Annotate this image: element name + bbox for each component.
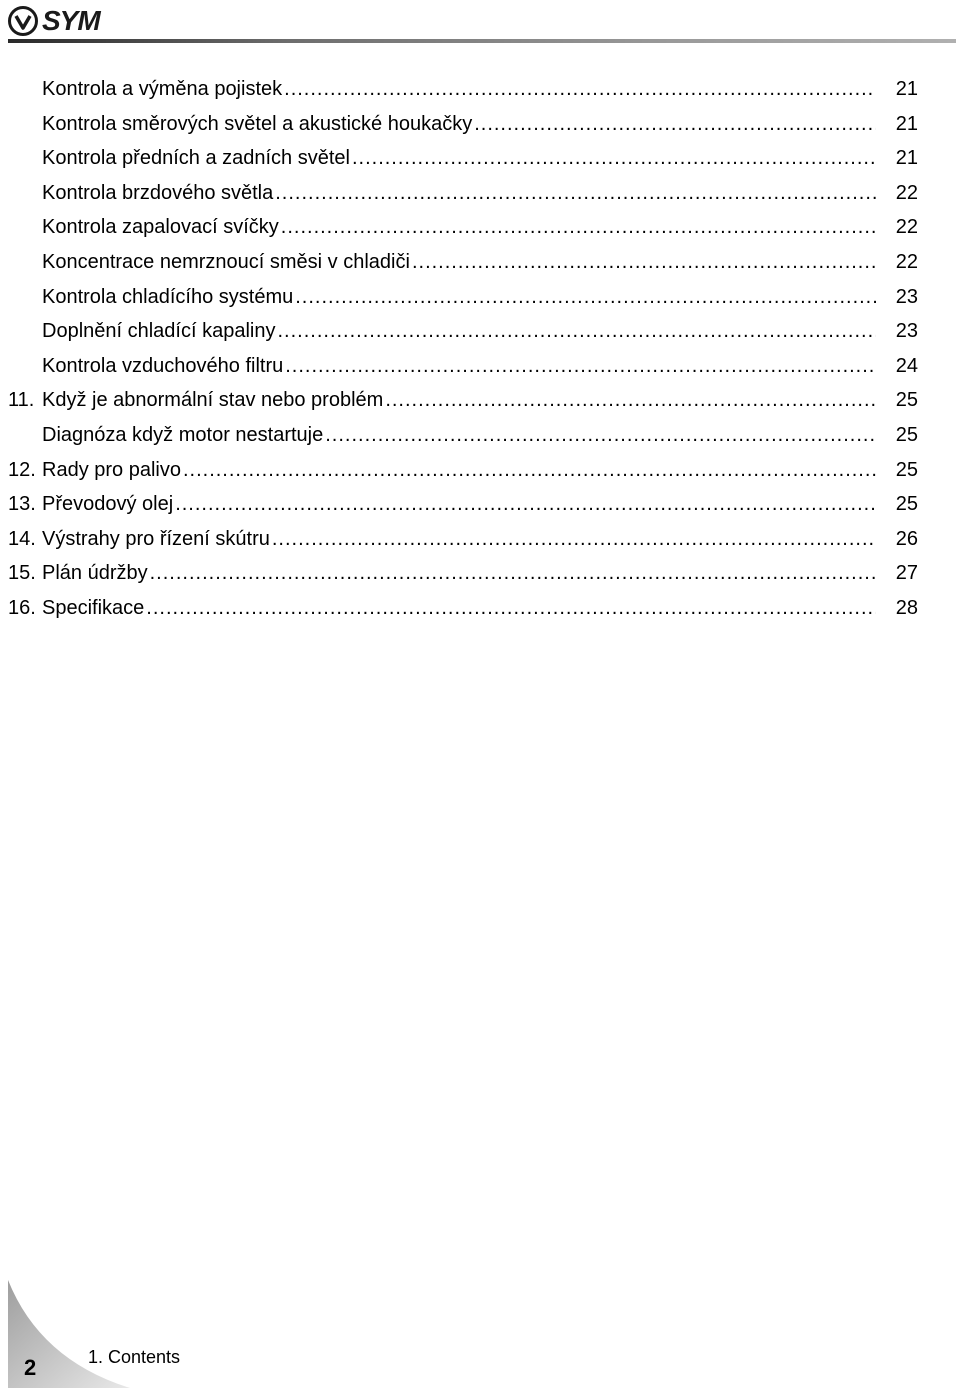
- toc-entry[interactable]: [8, 245, 918, 280]
- toc-entry-title: Kontrola vzduchového filtru: [42, 354, 284, 377]
- toc-entry-number: 13.: [8, 493, 36, 516]
- toc-dot-leader: [150, 556, 876, 591]
- toc-entry-title: Koncentrace nemrznoucí směsi v chladiči: [42, 250, 410, 273]
- toc-entry-title: Plán údržby: [42, 562, 148, 585]
- toc-entry-page: 21: [895, 112, 918, 135]
- toc-entry[interactable]: [8, 522, 918, 557]
- toc-entry-title: Kontrola zapalovací svíčky: [42, 216, 279, 239]
- toc-entry[interactable]: [8, 107, 918, 142]
- page-number: 2: [24, 1355, 37, 1380]
- toc-dot-leader: [277, 314, 876, 349]
- toc-entry-page: 27: [895, 562, 918, 585]
- toc-entry[interactable]: [8, 210, 918, 245]
- toc-entry[interactable]: [8, 418, 918, 453]
- toc-entry-number: 16.: [8, 596, 36, 619]
- toc-entry-page: 28: [895, 596, 918, 619]
- toc-dot-leader: [385, 383, 876, 418]
- toc-entry-page: 25: [895, 458, 918, 481]
- header-divider: [8, 39, 956, 43]
- toc-entry-title: Kontrola a výměna pojistek: [42, 78, 283, 100]
- brand-logo: [8, 4, 112, 38]
- toc-entry-page: 26: [895, 527, 918, 550]
- toc-entry-title: Výstrahy pro řízení skútru: [42, 527, 270, 550]
- footer-corner-decoration: [0, 1280, 140, 1395]
- toc-entry-title: Specifikace: [42, 596, 145, 619]
- toc-entry[interactable]: [8, 349, 918, 384]
- toc-entry[interactable]: [8, 176, 918, 211]
- toc-entry[interactable]: [8, 72, 918, 107]
- toc-entry[interactable]: [8, 141, 918, 176]
- toc-dot-leader: [281, 210, 876, 245]
- toc-entry[interactable]: [8, 556, 918, 591]
- toc-entry-number: 12.: [8, 458, 36, 481]
- toc-dot-leader: [146, 591, 876, 626]
- toc-entry-page: 23: [895, 320, 918, 343]
- toc-dot-leader: [325, 418, 876, 453]
- toc-entry-page: 25: [895, 493, 918, 516]
- toc-entry-page: 22: [895, 250, 918, 273]
- toc-dot-leader: [474, 107, 876, 142]
- toc-entry[interactable]: [8, 314, 918, 349]
- toc-entry-number: 14.: [8, 527, 36, 550]
- toc-entry-page: 22: [895, 216, 918, 239]
- sym-emblem-icon: [8, 6, 38, 36]
- toc-entry-title: Kontrola předních a zadních světel: [42, 147, 350, 170]
- toc-entry-number: 11.: [8, 389, 35, 412]
- toc-entry-title: Kontrola směrových světel a akustické houkačky: [42, 112, 473, 135]
- toc-entry-page: 25: [895, 423, 918, 446]
- toc-entry-title: Rady pro palivo: [42, 458, 181, 481]
- toc-entry[interactable]: [8, 383, 918, 418]
- toc-dot-leader: [285, 349, 876, 384]
- toc-entry-page: 22: [895, 181, 918, 204]
- toc-entry[interactable]: [8, 487, 918, 522]
- table-of-contents: [8, 72, 918, 626]
- toc-entry-page: 21: [895, 147, 918, 170]
- toc-entry-title: Diagnóza když motor nestartuje: [42, 423, 324, 446]
- toc-entry-number: 15.: [8, 562, 36, 585]
- toc-entry[interactable]: [8, 591, 918, 626]
- toc-dot-leader: [412, 245, 876, 280]
- toc-dot-leader: [272, 522, 876, 557]
- toc-dot-leader: [175, 487, 876, 522]
- toc-dot-leader: [295, 280, 876, 315]
- toc-entry-title: Převodový olej: [42, 493, 174, 516]
- toc-entry[interactable]: [8, 453, 918, 488]
- toc-dot-leader: [183, 453, 876, 488]
- footer-section-label: 1. Contents: [88, 1347, 181, 1367]
- toc-entry-title: Když je abnormální stav nebo problém: [42, 389, 384, 412]
- toc-dot-leader: [284, 72, 876, 107]
- toc-entry[interactable]: [8, 280, 918, 315]
- brand-name: SYM: [42, 5, 100, 36]
- toc-entry-page: 21: [895, 78, 918, 100]
- toc-entry-title: Kontrola chladícího systému: [42, 285, 294, 308]
- toc-entry-page: 23: [895, 285, 918, 308]
- toc-entry-title: Doplnění chladící kapaliny: [42, 320, 276, 343]
- toc-dot-leader: [352, 141, 876, 176]
- toc-entry-page: 24: [895, 354, 918, 377]
- toc-dot-leader: [275, 176, 876, 211]
- toc-entry-title: Kontrola brzdového světla: [42, 181, 274, 204]
- toc-entry-page: 25: [895, 389, 918, 412]
